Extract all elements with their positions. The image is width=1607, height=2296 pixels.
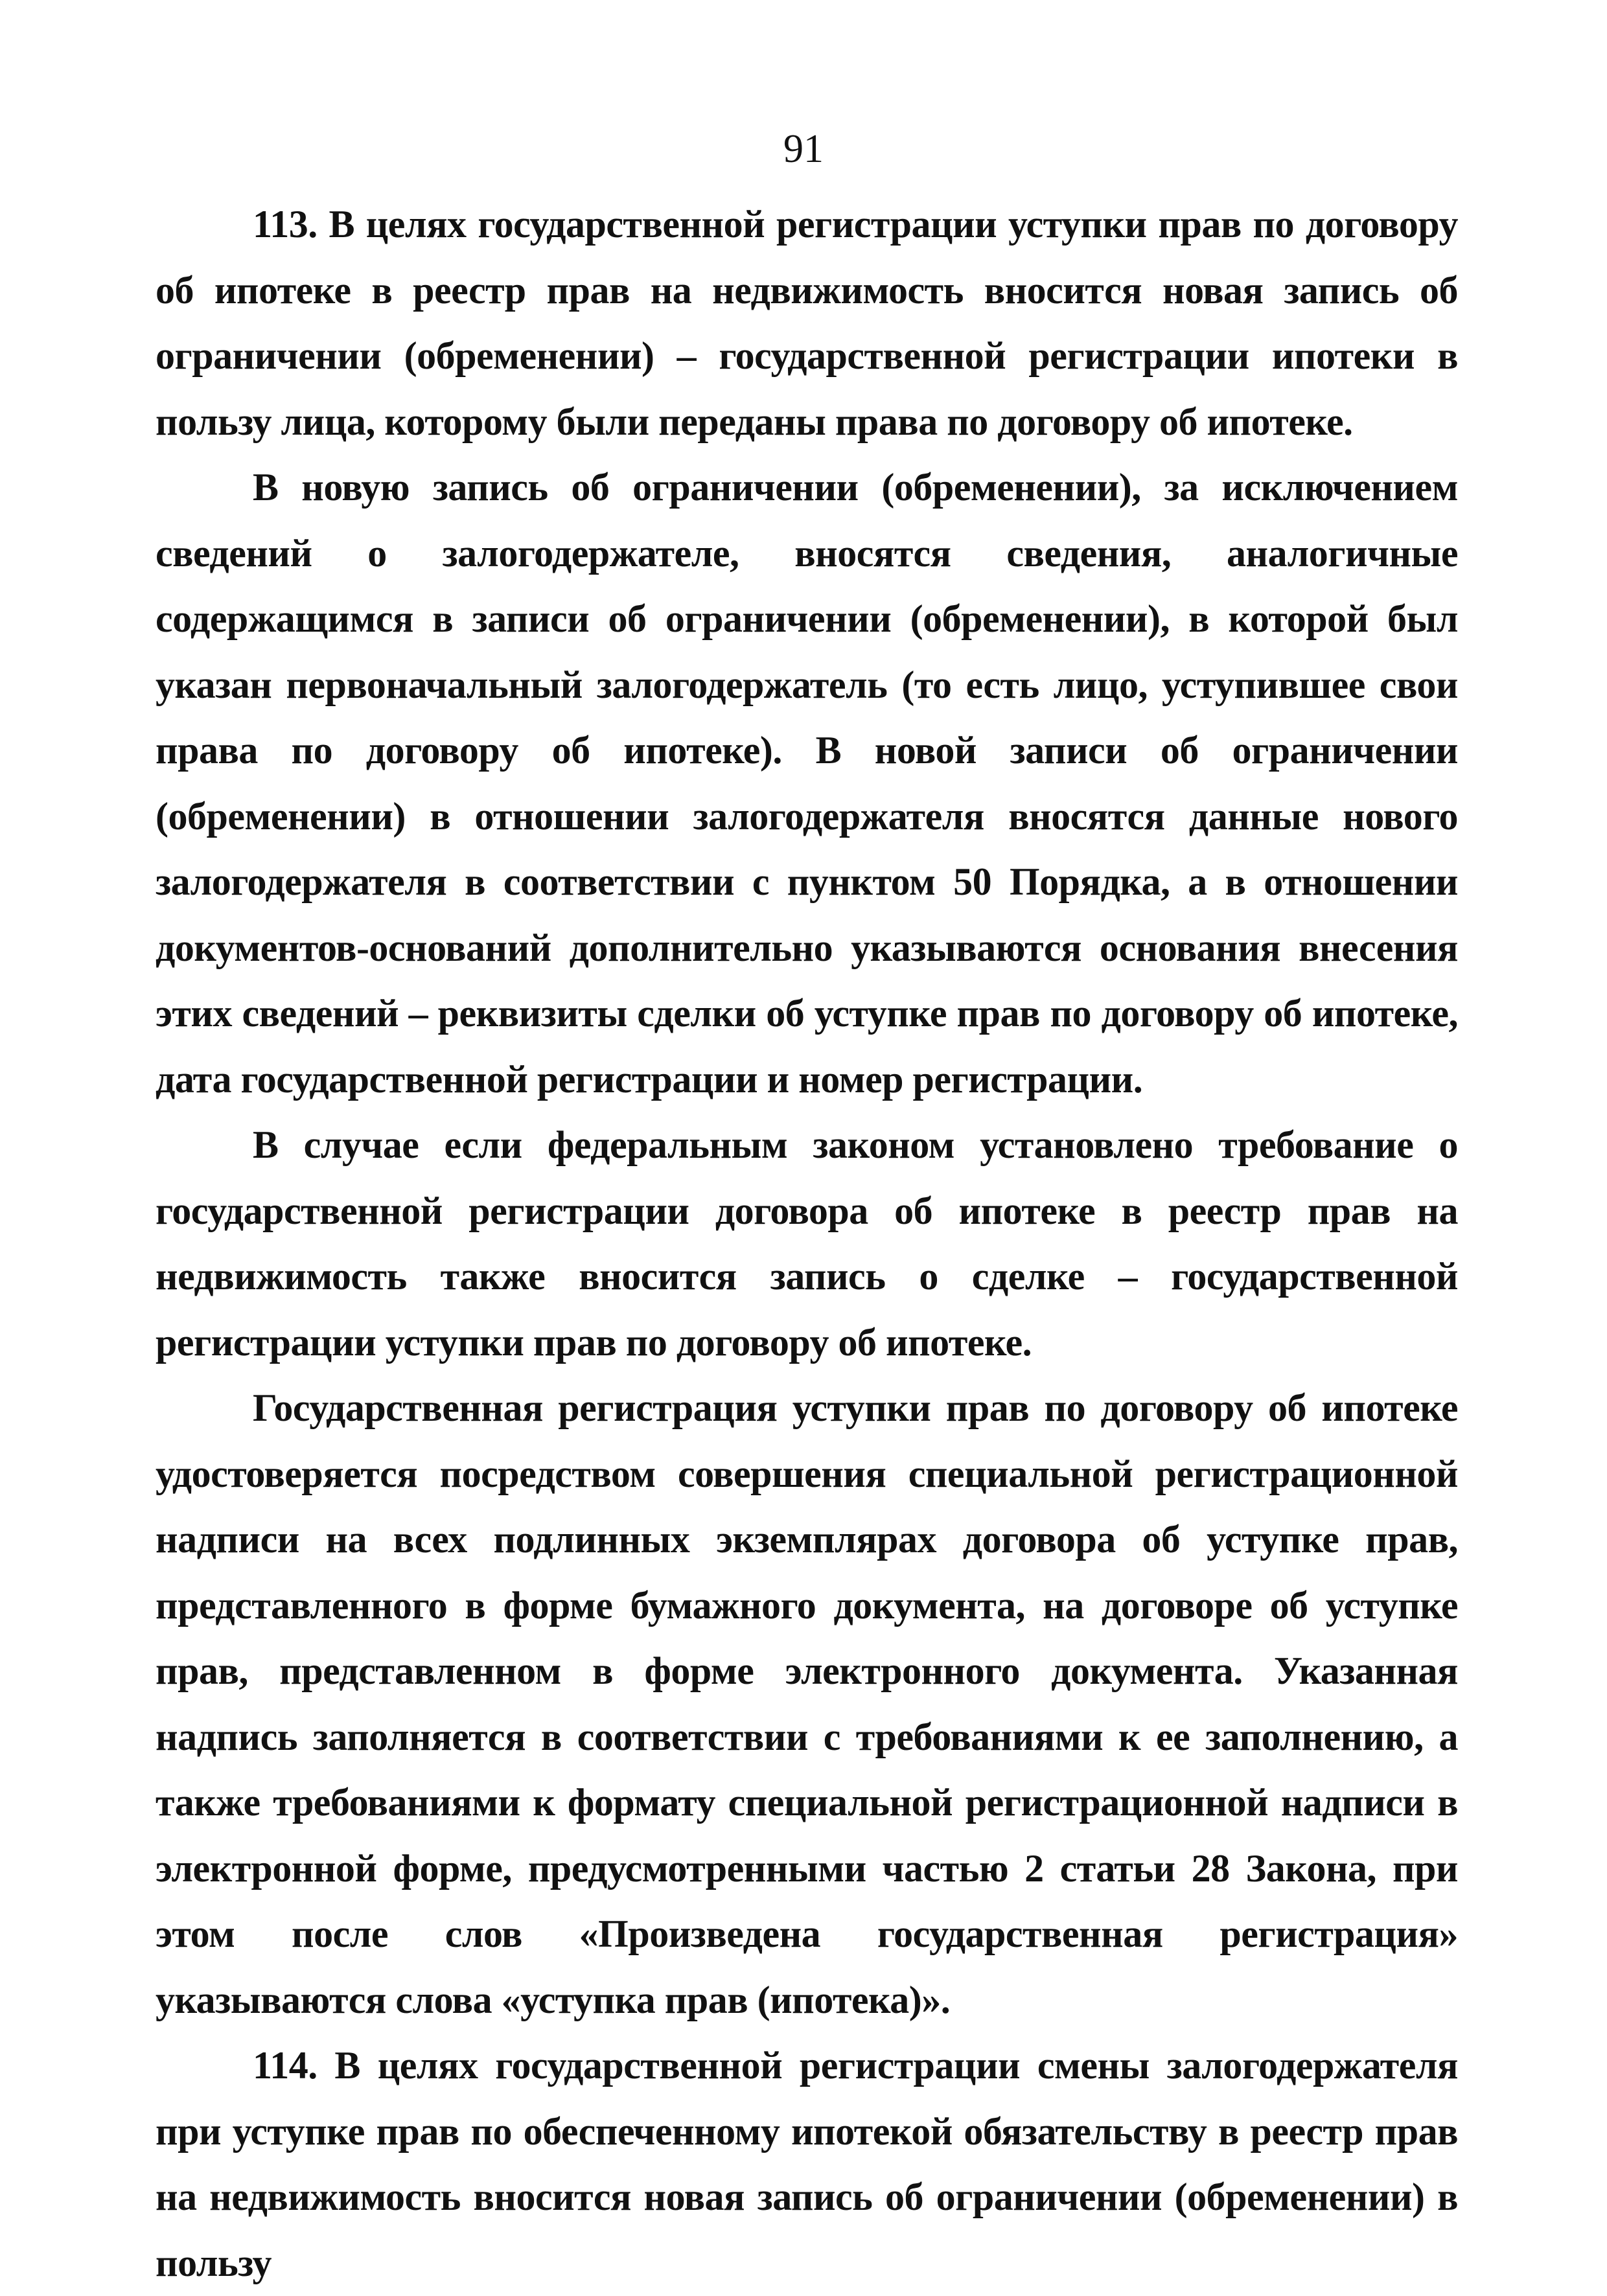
paragraph-113: 113. В целях государственной регистрации уступки прав по договору об ипотеке в реестр прав на недвижимость вносится новая запись об ограничении (обременении) – государственной регистрации ипотеки в пользу лица, которому были переданы права по договору об ипотеке. <box>156 203 1458 443</box>
paragraph-new-record: В новую запись об ограничении (обременении), за исключением сведений о залогодержателе, вносятся сведения, аналогичные содержащимся в записи об ограничении (обременении), в которой был указан первоначальный залогодержатель (то есть лицо, уступившее свои права по договору об ипотеке). В новой записи об ограничении (обременении) в отношении залогодержателя вносятся данные нового залогодержателя в соответствии с пунктом 50 Порядка, а в отношении документов-оснований дополнительно указываются основания внесения этих сведений – реквизиты сделки об уступке прав по договору об ипотеке, дата государственной регистрации и номер регистрации. <box>156 466 1458 1101</box>
paragraph-deal-record: В случае если федеральным законом установлено требование о государственной регистрации договора об ипотеке в реестр прав на недвижимость также вносится запись о сделке – государственной регистрации уступки прав по договору об ипотеке. <box>156 1123 1458 1364</box>
paragraph-114: 114. В целях государственной регистрации смены залогодержателя при уступке прав по обеспеченному ипотекой обязательству в реестр прав на недвижимость вносится новая запись об ограничении (обременении) в пользу <box>156 2044 1458 2284</box>
document-body <box>156 192 1458 2296</box>
paragraph-registration-inscription: Государственная регистрация уступки прав по договору об ипотеке удостоверяется посредством совершения специальной регистрационной надписи на всех подлинных экземплярах договора об уступке прав, представленного в форме бумажного документа, на договоре об уступке прав, представленном в форме электронного документа. Указанная надпись заполняется в соответствии с требованиями к ее заполнению, а также требованиями к формату специальной регистрационной надписи в электронной форме, предусмотренными частью 2 статьи 28 Закона, при этом после слов «Произведена государственная регистрация» указываются слова «уступка прав (ипотека)». <box>156 1386 1458 2021</box>
page-number: 91 <box>783 127 824 171</box>
